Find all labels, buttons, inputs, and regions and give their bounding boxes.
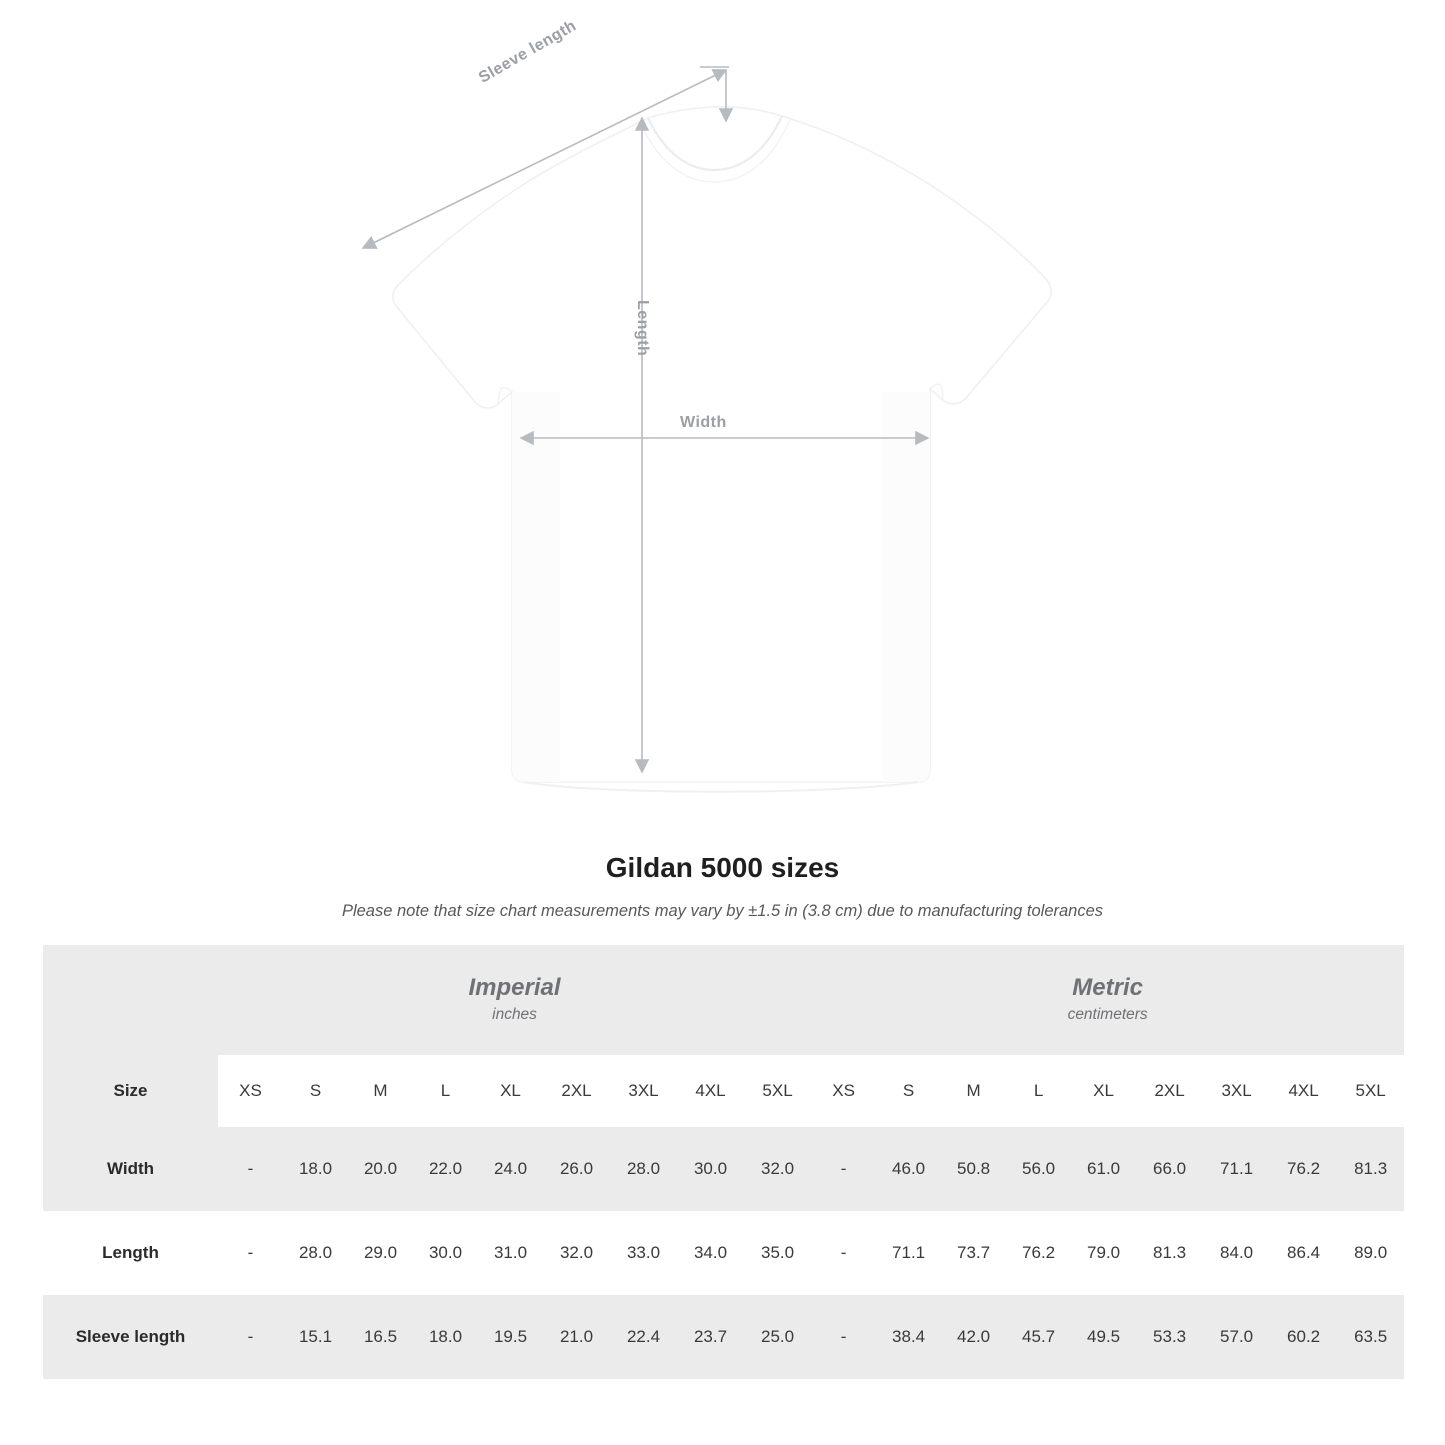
cell-length-imperial-5xl: 35.0 xyxy=(744,1211,811,1295)
cell-width-imperial-xs: - xyxy=(218,1127,283,1211)
cell-length-metric-5xl: 89.0 xyxy=(1337,1211,1404,1295)
col-header-imperial-l: L xyxy=(413,1055,478,1127)
cell-width-metric-2xl: 66.0 xyxy=(1136,1127,1203,1211)
col-header-imperial-xl: XL xyxy=(478,1055,543,1127)
tolerance-note: Please note that size chart measurements may vary by ±1.5 in (3.8 cm) due to manufacturing tolerances xyxy=(341,902,1104,920)
cell-width-imperial-3xl: 28.0 xyxy=(610,1127,677,1211)
unit-header-metric xyxy=(811,945,1404,1055)
cell-length-imperial-4xl: 34.0 xyxy=(677,1211,744,1295)
row-label-length: Length xyxy=(43,1211,218,1295)
metric-unit: centimeters xyxy=(1067,1005,1148,1023)
cell-sleeve-metric-xs: - xyxy=(811,1295,876,1379)
cell-width-metric-5xl: 81.3 xyxy=(1337,1127,1404,1211)
cell-width-imperial-5xl: 32.0 xyxy=(744,1127,811,1211)
size-header-row xyxy=(43,1055,1404,1127)
cell-width-metric-s: 46.0 xyxy=(876,1127,941,1211)
col-header-metric-m: M xyxy=(941,1055,1006,1127)
col-header-imperial-s: S xyxy=(283,1055,348,1127)
row-label-width: Width xyxy=(43,1127,218,1211)
col-header-metric-3xl: 3XL xyxy=(1203,1055,1270,1127)
col-header-imperial-5xl: 5XL xyxy=(744,1055,811,1127)
cell-length-imperial-xs: - xyxy=(218,1211,283,1295)
col-header-metric-5xl: 5XL xyxy=(1337,1055,1404,1127)
cell-width-imperial-4xl: 30.0 xyxy=(677,1127,744,1211)
col-header-imperial-4xl: 4XL xyxy=(677,1055,744,1127)
imperial-title: Imperial xyxy=(468,973,561,1001)
cell-sleeve-imperial-4xl: 23.7 xyxy=(677,1295,744,1379)
cell-width-imperial-2xl: 26.0 xyxy=(543,1127,610,1211)
cell-sleeve-imperial-s: 15.1 xyxy=(283,1295,348,1379)
cell-sleeve-metric-3xl: 57.0 xyxy=(1203,1295,1270,1379)
cell-width-imperial-l: 22.0 xyxy=(413,1127,478,1211)
cell-sleeve-imperial-l: 18.0 xyxy=(413,1295,478,1379)
unit-header-spacer xyxy=(43,945,218,1055)
cell-sleeve-imperial-xs: - xyxy=(218,1295,283,1379)
cell-width-metric-l: 56.0 xyxy=(1006,1127,1071,1211)
col-header-imperial-2xl: 2XL xyxy=(543,1055,610,1127)
cell-sleeve-metric-s: 38.4 xyxy=(876,1295,941,1379)
col-header-metric-xs: XS xyxy=(811,1055,876,1127)
cell-sleeve-imperial-2xl: 21.0 xyxy=(543,1295,610,1379)
cell-length-metric-4xl: 86.4 xyxy=(1270,1211,1337,1295)
cell-length-metric-s: 71.1 xyxy=(876,1211,941,1295)
cell-length-imperial-s: 28.0 xyxy=(283,1211,348,1295)
size-table xyxy=(43,945,1404,1379)
cell-width-metric-xs: - xyxy=(811,1127,876,1211)
col-header-imperial-m: M xyxy=(348,1055,413,1127)
table-row xyxy=(43,1295,1404,1379)
cell-length-imperial-2xl: 32.0 xyxy=(543,1211,610,1295)
cell-sleeve-imperial-3xl: 22.4 xyxy=(610,1295,677,1379)
unit-header-imperial xyxy=(218,945,811,1055)
cell-length-metric-m: 73.7 xyxy=(941,1211,1006,1295)
metric-title: Metric xyxy=(1072,973,1143,1001)
col-header-imperial-3xl: 3XL xyxy=(610,1055,677,1127)
size-table-container xyxy=(43,945,1402,1379)
col-header-metric-l: L xyxy=(1006,1055,1071,1127)
page-title: Gildan 5000 sizes xyxy=(605,852,840,883)
cell-sleeve-metric-2xl: 53.3 xyxy=(1136,1295,1203,1379)
col-header-metric-4xl: 4XL xyxy=(1270,1055,1337,1127)
imperial-unit: inches xyxy=(492,1005,537,1023)
cell-length-imperial-3xl: 33.0 xyxy=(610,1211,677,1295)
cell-sleeve-metric-xl: 49.5 xyxy=(1071,1295,1136,1379)
cell-width-imperial-s: 18.0 xyxy=(283,1127,348,1211)
col-header-metric-2xl: 2XL xyxy=(1136,1055,1203,1127)
cell-length-metric-xl: 79.0 xyxy=(1071,1211,1136,1295)
width-label: Width xyxy=(680,414,727,431)
cell-width-metric-4xl: 76.2 xyxy=(1270,1127,1337,1211)
cell-width-metric-m: 50.8 xyxy=(941,1127,1006,1211)
col-header-metric-s: S xyxy=(876,1055,941,1127)
cell-width-imperial-xl: 24.0 xyxy=(478,1127,543,1211)
cell-width-imperial-m: 20.0 xyxy=(348,1127,413,1211)
table-row xyxy=(43,1211,1404,1295)
cell-length-imperial-xl: 31.0 xyxy=(478,1211,543,1295)
cell-sleeve-metric-5xl: 63.5 xyxy=(1337,1295,1404,1379)
cell-sleeve-imperial-5xl: 25.0 xyxy=(744,1295,811,1379)
cell-length-metric-2xl: 81.3 xyxy=(1136,1211,1203,1295)
cell-sleeve-metric-4xl: 60.2 xyxy=(1270,1295,1337,1379)
cell-sleeve-imperial-m: 16.5 xyxy=(348,1295,413,1379)
col-header-imperial-xs: XS xyxy=(218,1055,283,1127)
row-label-sleeve-length: Sleeve length xyxy=(43,1295,218,1379)
length-label: Length xyxy=(634,300,651,357)
size-header-label: Size xyxy=(43,1055,218,1127)
cell-sleeve-metric-l: 45.7 xyxy=(1006,1295,1071,1379)
sleeve-length-label: Sleeve length xyxy=(476,17,580,87)
col-header-metric-xl: XL xyxy=(1071,1055,1136,1127)
table-row xyxy=(43,1127,1404,1211)
cell-length-imperial-l: 30.0 xyxy=(413,1211,478,1295)
cell-width-metric-3xl: 71.1 xyxy=(1203,1127,1270,1211)
cell-length-metric-l: 76.2 xyxy=(1006,1211,1071,1295)
cell-width-metric-xl: 61.0 xyxy=(1071,1127,1136,1211)
cell-sleeve-metric-m: 42.0 xyxy=(941,1295,1006,1379)
cell-sleeve-imperial-xl: 19.5 xyxy=(478,1295,543,1379)
tshirt-shape xyxy=(393,107,1051,792)
cell-length-metric-xs: - xyxy=(811,1211,876,1295)
cell-length-metric-3xl: 84.0 xyxy=(1203,1211,1270,1295)
unit-header-row xyxy=(43,945,1404,1055)
cell-length-imperial-m: 29.0 xyxy=(348,1211,413,1295)
